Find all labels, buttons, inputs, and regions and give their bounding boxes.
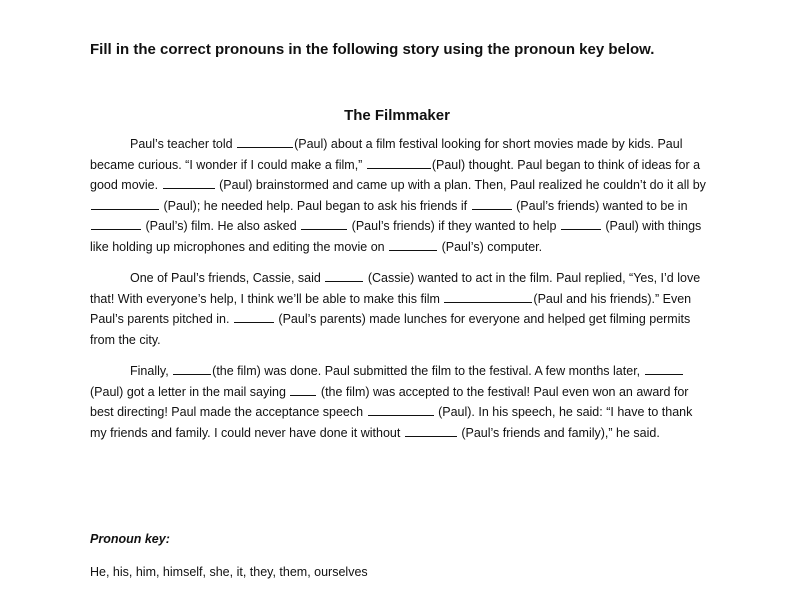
text-segment: (Paul). In his speech, he said: “I have to thank my friends and family. I could never have done it without: [90, 405, 693, 440]
text-segment: (Paul’s friends) if they wanted to help: [351, 219, 557, 233]
text-segment: (Paul) with things like holding up microphones and editing the movie on: [90, 219, 702, 254]
instruction-heading: Fill in the correct pronouns in the following story using the pronoun key below.: [90, 41, 655, 58]
answer-blank[interactable]: [405, 424, 457, 437]
text-segment: (the film) was done. Paul submitted the film to the festival. A few months later,: [212, 364, 641, 378]
text-segment: (Paul) got a letter in the mail saying: [90, 384, 286, 399]
answer-blank[interactable]: [237, 135, 293, 148]
answer-blank[interactable]: [163, 176, 215, 189]
answer-blank[interactable]: [472, 197, 512, 210]
story-paragraph-1: [90, 134, 712, 257]
story-paragraph-3: [90, 361, 712, 443]
answer-blank[interactable]: [645, 362, 683, 375]
answer-blank[interactable]: [91, 197, 159, 210]
story-title: The Filmmaker: [344, 107, 450, 124]
text-segment: (Paul’s friends and family),” he said.: [461, 425, 660, 440]
text-segment: (Paul’s friends) wanted to be in: [516, 198, 688, 213]
text-segment: Paul’s teacher told: [130, 137, 233, 151]
answer-blank[interactable]: [173, 362, 211, 375]
answer-blank[interactable]: [389, 238, 437, 251]
text-segment: (Paul); he needed help. Paul began to ask his friends if: [163, 198, 468, 213]
text-segment: (Paul and his friends).” Even Paul’s parents pitched in.: [90, 291, 692, 326]
text-segment: (Cassie) wanted to act in the film. Paul replied, “Yes, I’d love that! With everyone’s help, I think we’ll be able to make this film: [90, 271, 701, 306]
answer-blank[interactable]: [91, 217, 141, 230]
answer-blank[interactable]: [234, 310, 274, 323]
text-segment: (Paul’s) film. He also asked: [145, 219, 297, 233]
answer-blank[interactable]: [301, 217, 347, 230]
text-segment: (Paul) about a film festival looking for short movies made by kids. Paul became curious. “I wonder if I could make a film,”: [90, 137, 683, 172]
text-segment: (Paul’s parents) made lunches for everyone and helped get filming permits from the city.: [90, 312, 691, 347]
answer-blank[interactable]: [367, 156, 431, 169]
text-segment: (Paul’s) computer.: [441, 239, 543, 254]
pronoun-key-list: He, his, him, himself, she, it, they, them, ourselves: [90, 565, 368, 579]
answer-blank[interactable]: [325, 269, 363, 282]
pronoun-key-label: Pronoun key:: [90, 532, 170, 546]
answer-blank[interactable]: [444, 290, 532, 303]
text-segment: (Paul) brainstormed and came up with a plan. Then, Paul realized he couldn’t do it all by: [219, 178, 706, 192]
answer-blank[interactable]: [561, 217, 601, 230]
answer-blank[interactable]: [290, 383, 316, 396]
story-body: [90, 134, 712, 454]
text-segment: Finally,: [130, 364, 169, 378]
text-segment: (Paul) thought. Paul began to think of ideas for a good movie.: [90, 157, 701, 192]
text-segment: One of Paul’s friends, Cassie, said: [130, 271, 321, 285]
answer-blank[interactable]: [368, 403, 434, 416]
story-paragraph-2: [90, 268, 712, 350]
text-segment: (the film) was accepted to the festival! Paul even won an award for best directing! Paul made the acceptance speech: [90, 384, 689, 419]
